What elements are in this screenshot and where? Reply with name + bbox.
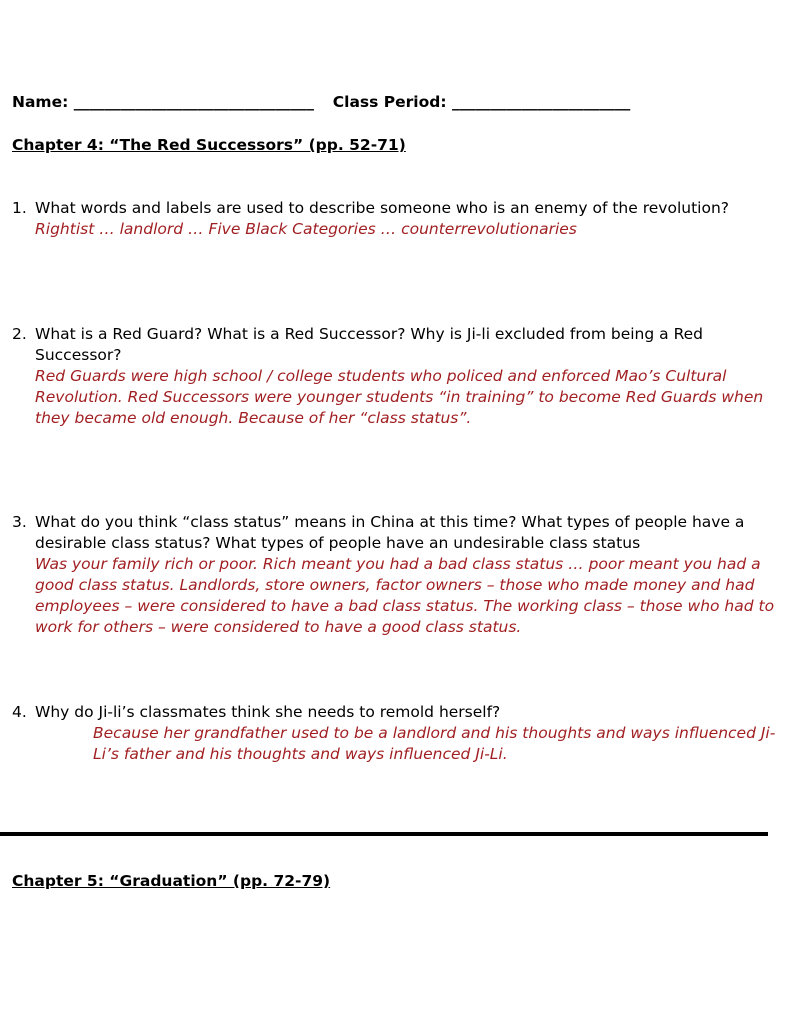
answer-1: Rightist … landlord … Five Black Categories … counterrevolutionaries xyxy=(35,220,577,238)
question-number: 1. xyxy=(12,199,27,217)
name-label: Name: xyxy=(12,93,69,111)
chapter-5-heading: Chapter 5: “Graduation” (pp. 72-79) xyxy=(12,872,331,890)
name-blank: _______________________________ xyxy=(73,93,314,111)
student-info-header xyxy=(12,92,630,112)
class-period-blank: _______________________ xyxy=(451,93,631,111)
question-number: 4. xyxy=(12,703,27,721)
question-text: What words and labels are used to describe someone who is an enemy of the revolution? xyxy=(35,199,729,217)
answer-2: Red Guards were high school / college students who policed and enforced Mao’s Cultural Revolution. Red Successors were younger students “in training” to become Red Guards when they became old enough. Because of her “class status”. xyxy=(35,367,764,427)
answer-3: Was your family rich or poor. Rich meant you had a bad class status … poor meant you had a good class status. Landlords, store owners, factor owners – those who made money and had employees – were considered to have a bad class status. The working class – those who had to work for others – were considered to have a good class status. xyxy=(35,555,775,636)
section-divider xyxy=(0,832,768,836)
class-period-label: Class Period: xyxy=(332,93,447,111)
answer-4: Because her grandfather used to be a landlord and his thoughts and ways influenced Ji-Li’s father and his thoughts and ways influenced Ji-Li. xyxy=(93,724,776,763)
question-text: What do you think “class status” means in China at this time? What types of people have a desirable class status? What types of people have an undesirable class status xyxy=(35,513,745,552)
chapter-4-heading: Chapter 4: “The Red Successors” (pp. 52-71) xyxy=(12,136,406,154)
question-number: 3. xyxy=(12,513,27,531)
question-text: Why do Ji-li’s classmates think she needs to remold herself? xyxy=(35,703,501,721)
question-number: 2. xyxy=(12,325,27,343)
question-text: What is a Red Guard? What is a Red Successor? Why is Ji-li excluded from being a Red Successor? xyxy=(35,325,704,364)
